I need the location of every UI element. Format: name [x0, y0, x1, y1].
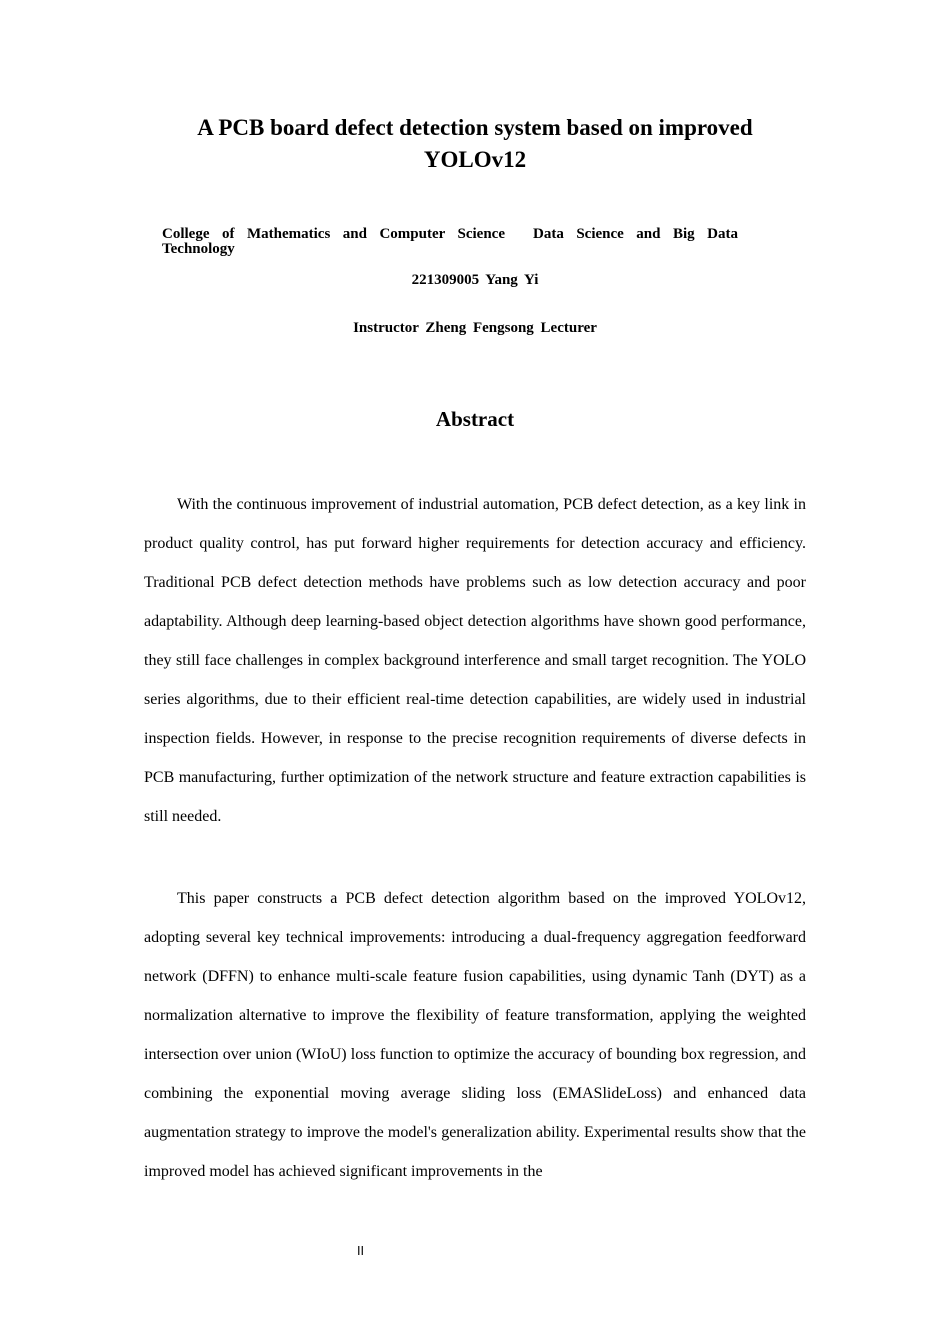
- instructor-line: Instructor Zheng Fengsong Lecturer: [353, 320, 597, 336]
- college-name: College of Mathematics and Computer Science: [162, 226, 505, 242]
- paper-title: A PCB board defect detection system based on improved YOLOv12: [197, 115, 753, 172]
- page-number: II: [357, 1244, 365, 1258]
- affiliation: [162, 227, 738, 257]
- abstract-heading: Abstract: [435, 407, 515, 431]
- abstract-paragraph-1: With the continuous improvement of industrial automation, PCB defect detection, as a key link in product quality control, has put forward higher requirements for detection accuracy and efficiency. Traditional PCB defect detection methods have problems such as low detection accuracy and poor adaptability. Although deep learning-based object detection algorithms have shown good performance, they still face challenges in complex background interference and small target recognition. The YOLO series algorithms, due to their efficient real-time detection capabilities, are widely used in industrial inspection fields. However, in response to the precise recognition requirements of diverse defects in PCB manufacturing, further optimization of the network structure and feature extraction capabilities is still needed.: [144, 496, 806, 825]
- abstract-paragraph-2: This paper constructs a PCB defect detection algorithm based on the improved YOLOv12, adopting several key technical improvements: introducing a dual-frequency aggregation feedforward network (DFFN) to enhance multi-scale feature fusion capabilities, using dynamic Tanh (DYT) as a normalization alternative to improve the flexibility of feature transformation, applying the weighted intersection over union (WIoU) loss function to optimize the accuracy of bounding box regression, and combining the exponential moving average sliding loss (EMASlideLoss) and enhanced data augmentation strategy to improve the model's generalization ability. Experimental results show that the improved model has achieved significant improvements in the: [144, 890, 806, 1180]
- major-name: Data Science and Big Data Technology: [162, 226, 738, 257]
- student-id-name: 221309005 Yang Yi: [411, 272, 539, 288]
